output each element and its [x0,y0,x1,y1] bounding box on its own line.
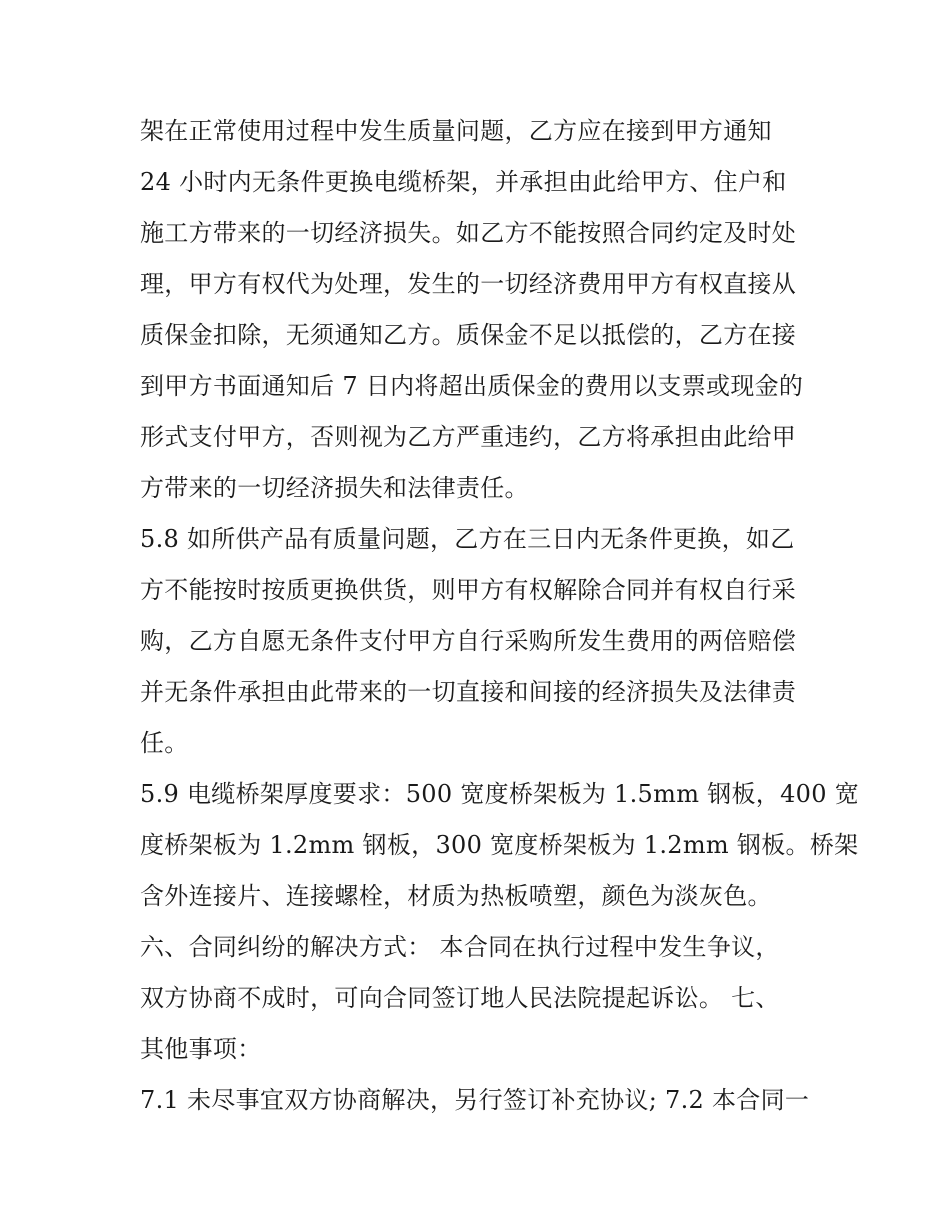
clause-5-9-line: 5.9 电缆桥架厚度要求：500 宽度桥架板为 1.5mm 钢板，400 宽 [140,780,860,808]
text-line: 购，乙方自愿无条件支付甲方自行采购所发生费用的两倍赔偿 [140,627,797,655]
text-line: 含外连接片、连接螺栓，材质为热板喷塑，颜色为淡灰色。 [140,882,772,910]
text-line: 形式支付甲方，否则视为乙方严重违约，乙方将承担由此给甲 [140,423,797,451]
clause-5-8-line: 5.8 如所供产品有质量问题，乙方在三日内无条件更换，如乙 [140,525,795,553]
text-line: 度桥架板为 1.2mm 钢板，300 宽度桥架板为 1.2mm 钢板。桥架 [140,831,859,859]
section-6-heading-line: 六、合同纠纷的解决方式： 本合同在执行过程中发生争议， [140,933,780,961]
clause-7-1-line: 7.1 未尽事宜双方协商解决，另行签订补充协议; 7.2 本合同一 [140,1086,810,1114]
text-line: 方不能按时按质更换供货，则甲方有权解除合同并有权自行采 [140,576,797,604]
text-line: 任。 [140,729,189,757]
text-line: 理，甲方有权代为处理，发生的一切经济费用甲方有权直接从 [140,270,797,298]
text-line: 24 小时内无条件更换电缆桥架，并承担由此给甲方、住户和 [140,168,787,196]
text-line: 方带来的一切经济损失和法律责任。 [140,474,529,502]
text-line: 架在正常使用过程中发生质量问题，乙方应在接到甲方通知 [140,117,772,145]
section-7-heading-line: 其他事项： [140,1035,262,1063]
contract-text-body [140,106,860,1126]
text-line: 到甲方书面通知后 7 日内将超出质保金的费用以支票或现金的 [140,372,804,400]
text-line: 施工方带来的一切经济损失。如乙方不能按照合同约定及时处 [140,219,797,247]
text-line: 双方协商不成时，可向合同签订地人民法院提起诉讼。 七、 [140,984,780,1012]
text-line: 并无条件承担由此带来的一切直接和间接的经济损失及法律责 [140,678,797,706]
text-line: 质保金扣除，无须通知乙方。质保金不足以抵偿的，乙方在接 [140,321,797,349]
